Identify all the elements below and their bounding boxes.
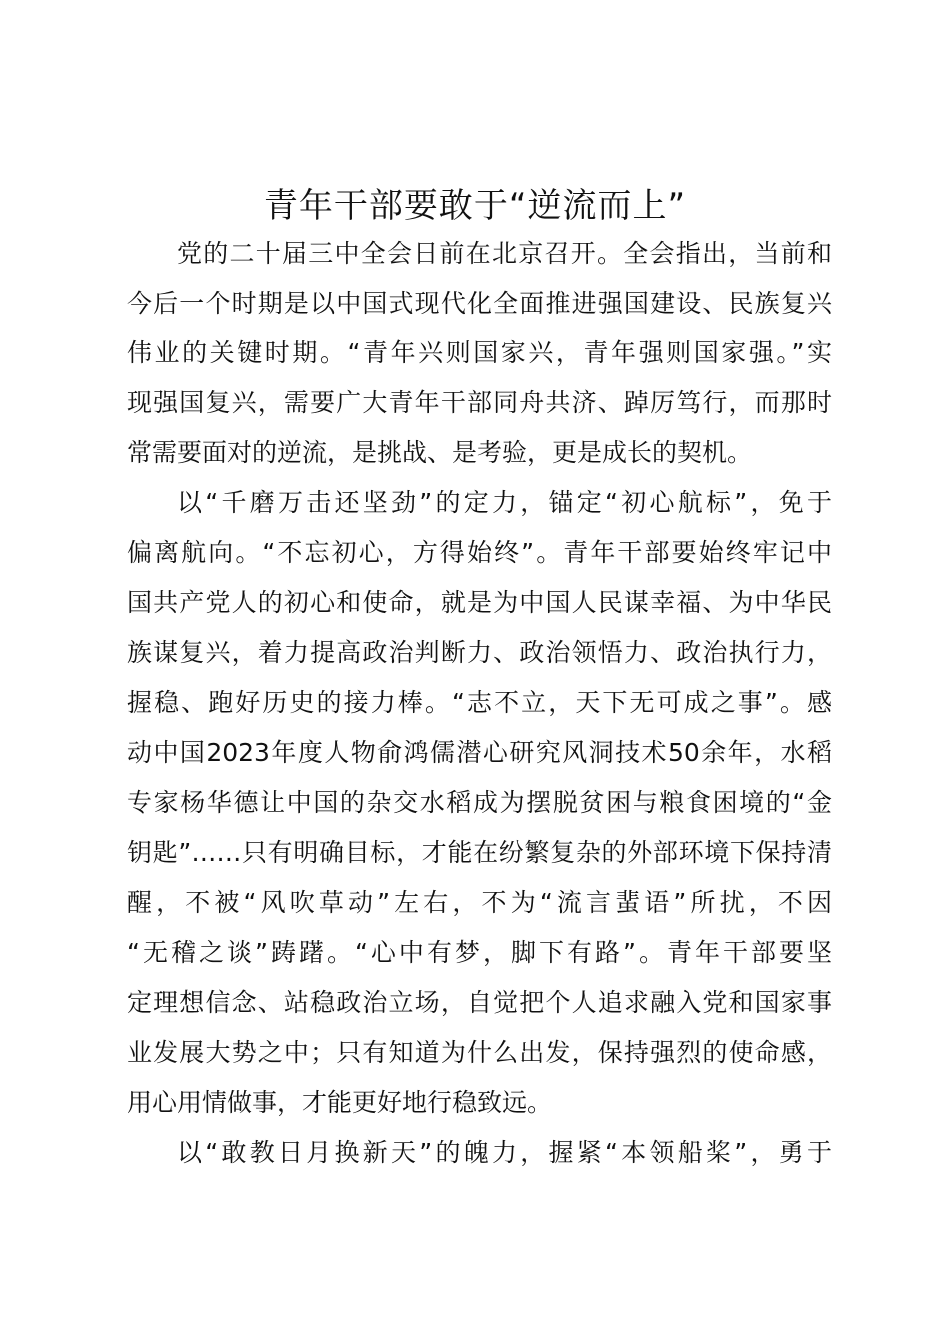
paragraph-line: 醒，不被“风吹草动”左右，不为“流言蜚语”所扰，不因: [127, 888, 832, 917]
paragraph-line: 族谋复兴，着力提高政治判断力、政治领悟力、政治执行力，: [127, 638, 832, 667]
paragraph-line: 握稳、跑好历史的接力棒。“志不立，天下无可成之事”。感: [127, 688, 832, 717]
paragraph-line: 偏离航向。“不忘初心，方得始终”。青年干部要始终牢记中: [127, 538, 832, 567]
paragraph-line: 以“敢教日月换新天”的魄力，握紧“本领船桨”，勇于: [177, 1138, 832, 1167]
paragraph-line: 党的二十届三中全会日前在北京召开。全会指出，当前和: [177, 239, 832, 268]
paragraph-line: 专家杨华德让中国的杂交水稻成为摆脱贫困与粮食困境的“金: [127, 788, 832, 817]
paragraph-line: 常需要面对的逆流，是挑战、是考验，更是成长的契机。: [127, 438, 753, 467]
paragraph-line: 现强国复兴，需要广大青年干部同舟共济、踔厉笃行，而那时: [127, 388, 832, 417]
document-title: 青年干部要敢于“逆流而上”: [263, 186, 687, 226]
paragraph-line: 定理想信念、站稳政治立场，自觉把个人追求融入党和国家事: [127, 988, 832, 1017]
paragraph-line: 用心用情做事，才能更好地行稳致远。: [127, 1088, 553, 1117]
paragraph-line: 今后一个时期是以中国式现代化全面推进强国建设、民族复兴: [127, 289, 832, 318]
paragraph-line: 国共产党人的初心和使命，就是为中国人民谋幸福、为中华民: [127, 588, 832, 617]
paragraph-line: 业发展大势之中；只有知道为什么出发，保持强烈的使命感，: [127, 1038, 832, 1067]
paragraph-line: 伟业的关键时期。“青年兴则国家兴，青年强则国家强。”实: [127, 338, 832, 367]
paragraph-line: 钥匙”……只有明确目标，才能在纷繁复杂的外部环境下保持清: [127, 838, 832, 867]
paragraph-line: 以“千磨万击还坚劲”的定力，锚定“初心航标”，免于: [177, 488, 832, 517]
paragraph-line: “无稽之谈”踌躇。“心中有梦，脚下有路”。青年干部要坚: [127, 938, 832, 967]
paragraph-line: 动中国2023年度人物俞鸿儒潜心研究风洞技术50余年，水稻: [127, 738, 832, 767]
